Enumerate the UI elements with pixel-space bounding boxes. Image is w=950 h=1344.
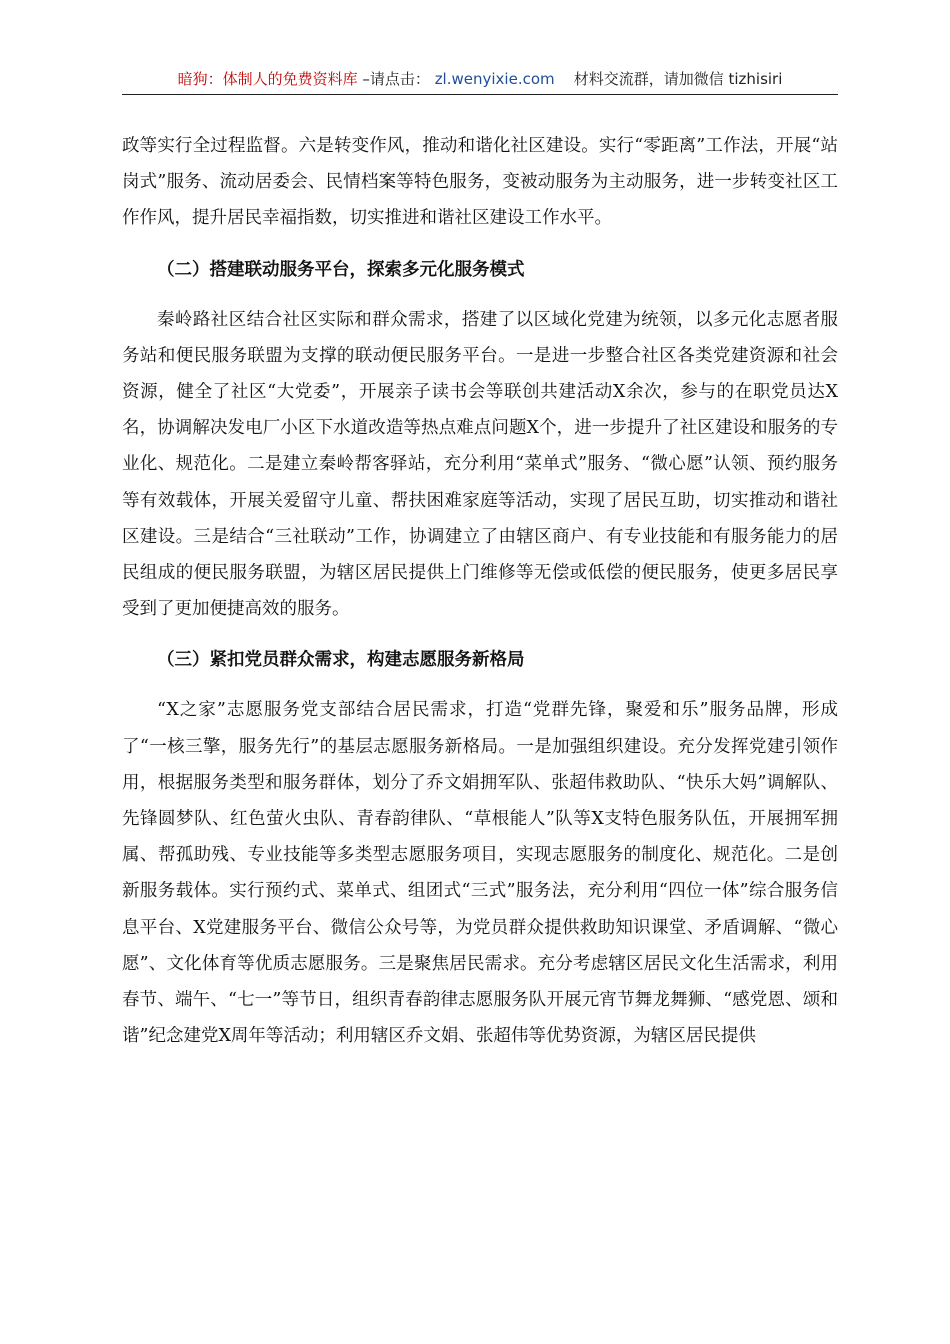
- section-heading-2: （二）搭建联动服务平台，探索多元化服务模式: [157, 259, 525, 280]
- header-brand: 暗狗：体制人的免费资料库: [177, 70, 358, 88]
- page-header: [122, 68, 838, 95]
- paragraph-section-2: 秦岭路社区结合社区实际和群众需求，搭建了以区域化党建为统领，以多元化志愿者服务站和便民服务联盟为支撑的联动便民服务平台。一是进一步整合社区各类党建资源和社会资源，健全了社区“大党委”，开展亲子读书会等联创共建活动X余次，参与的在职党员达X名，协调解决发电厂小区下水道改造等热点难点问题X个，进一步提升了社区建设和服务的专业化、规范化。二是建立秦岭帮客驿站，充分利用“菜单式”服务、“微心愿”认领、预约服务等有效载体，开展关爱留守儿童、帮扶困难家庭等活动，实现了居民互助，切实推动和谐社区建设。三是结合“三社联动”工作，协调建立了由辖区商户、有专业技能和有服务能力的居民组成的便民服务联盟，为辖区居民提供上门维修等无偿或低偿的便民服务，使更多居民享受到了更加便捷高效的服务。: [122, 309, 838, 620]
- document-body: [122, 128, 838, 1054]
- header-wechat-text: 材料交流群，请加微信 tizhisiri: [573, 70, 783, 88]
- header-click-text: –请点击：: [362, 70, 430, 88]
- paragraph-intro: 政等实行全过程监督。六是转变作风，推动和谐化社区建设。实行“零距离”工作法，开展“站岗式”服务、流动居委会、民情档案等特色服务，变被动服务为主动服务，进一步转变社区工作作风，提升居民幸福指数，切实推进和谐社区建设工作水平。: [122, 136, 838, 229]
- paragraph-section-3: “X之家”志愿服务党支部结合居民需求，打造“党群先锋，聚爱和乐”服务品牌，形成了“一核三擎，服务先行”的基层志愿服务新格局。一是加强组织建设。充分发挥党建引领作用，根据服务类型和服务群体，划分了乔文娟拥军队、张超伟救助队、“快乐大妈”调解队、先锋圆梦队、红色萤火虫队、青春韵律队、“草根能人”队等X支特色服务队伍，开展拥军拥属、帮孤助残、专业技能等多类型志愿服务项目，实现志愿服务的制度化、规范化。二是创新服务载体。实行预约式、菜单式、组团式“三式”服务法，充分利用“四位一体”综合服务信息平台、X党建服务平台、微信公众号等，为党员群众提供救助知识课堂、矛盾调解、“微心愿”、文化体育等优质志愿服务。三是聚焦居民需求。充分考虑辖区居民文化生活需求，利用春节、端午、“七一”等节日，组织青春韵律志愿服务队开展元宵节舞龙舞狮、“感党恩、颂和谐”纪念建党X周年等活动；利用辖区乔文娟、张超伟等优势资源，为辖区居民提供: [122, 700, 838, 1047]
- section-heading-3: （三）紧扣党员群众需求，构建志愿服务新格局: [157, 650, 525, 671]
- header-url-link[interactable]: zl.wenyixie.com: [434, 70, 555, 88]
